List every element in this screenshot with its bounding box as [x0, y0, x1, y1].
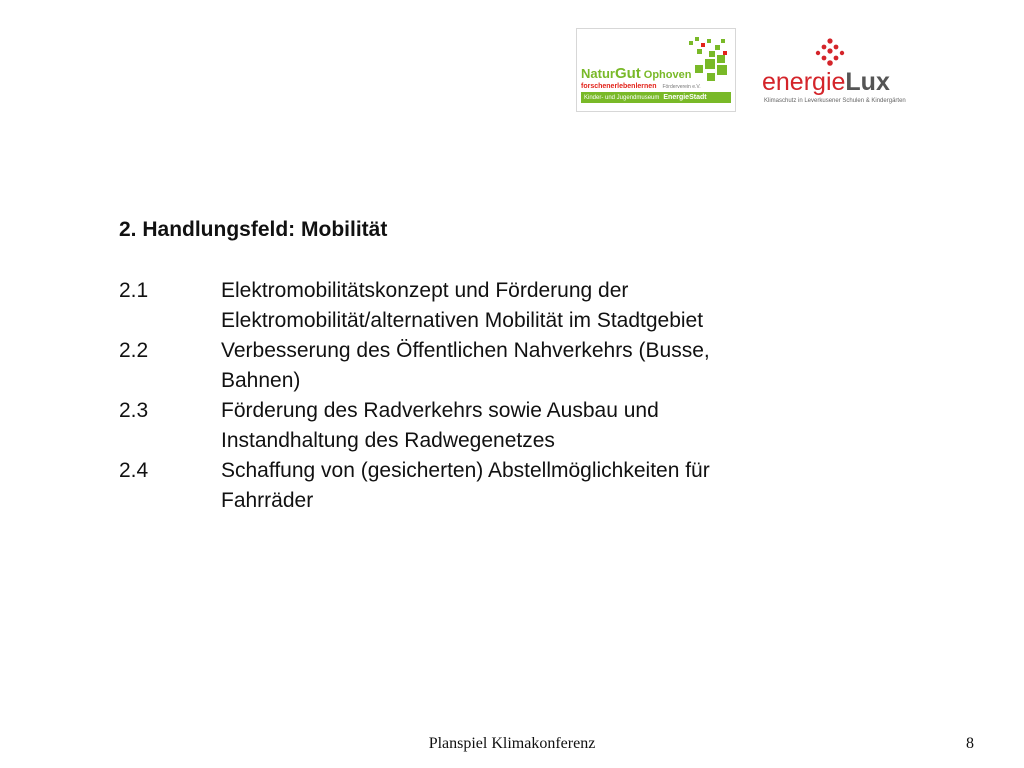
item-number: 2.2: [119, 339, 149, 362]
naturgut-museum-bar: [581, 92, 731, 103]
footer-title: Planspiel Klimakonferenz: [428, 735, 596, 752]
item-line: Fahrräder: [221, 489, 314, 512]
item-line: Verbesserung des Öffentlichen Nahverkehrs (Busse,: [221, 339, 710, 362]
item-number: 2.3: [119, 399, 149, 422]
naturgut-museum-text: Kinder- und Jugendmuseum: [584, 95, 660, 101]
energielux-dots-icon: [810, 38, 850, 72]
naturgut-figure-icon: [687, 35, 733, 87]
list-item: [119, 336, 879, 396]
naturgut-tagline: forschenerlebenlernen: [581, 83, 657, 90]
naturgut-tagline-row: [581, 83, 701, 90]
item-line: Instandhaltung des Radwegenetzes: [221, 429, 555, 452]
slide-heading: 2. Handlungsfeld: Mobilität: [119, 218, 388, 241]
list-item: [119, 276, 879, 336]
naturgut-energiestadt-text: EnergieStadt: [663, 94, 707, 101]
list-item: [119, 456, 879, 516]
item-number: 2.4: [119, 459, 149, 482]
page-number: 8: [966, 735, 974, 752]
item-text: [221, 336, 879, 396]
naturgut-foerderverein: Förderverein e.V.: [662, 84, 701, 90]
naturgut-ophoven-logo: [576, 28, 736, 112]
list-item: [119, 396, 879, 456]
item-line: Elektromobilität/alternativen Mobilität im Stadtgebiet: [221, 309, 704, 332]
item-text: [221, 276, 879, 336]
energielux-lux-text: Lux: [845, 68, 890, 96]
naturgut-gut-text: Gut: [614, 65, 641, 82]
energielux-wordmark: [762, 68, 890, 97]
item-text: [221, 396, 879, 456]
action-items-list: [119, 276, 879, 516]
naturgut-ophoven-text: Ophoven: [643, 69, 692, 81]
item-line: Bahnen): [221, 369, 301, 392]
naturgut-wordmark: [581, 65, 691, 82]
item-line: Elektromobilitätskonzept und Förderung der: [221, 279, 629, 302]
item-line: Förderung des Radverkehrs sowie Ausbau und: [221, 399, 659, 422]
item-number: 2.1: [119, 279, 149, 302]
energielux-logo: [760, 38, 912, 108]
energielux-subtitle: Klimaschutz in Leverkusener Schulen & Kindergärten: [764, 98, 906, 104]
item-text: [221, 456, 879, 516]
energielux-energie-text: energie: [762, 68, 846, 96]
naturgut-natur-text: Natur: [581, 66, 615, 81]
item-line: Schaffung von (gesicherten) Abstellmöglichkeiten für: [221, 459, 710, 482]
